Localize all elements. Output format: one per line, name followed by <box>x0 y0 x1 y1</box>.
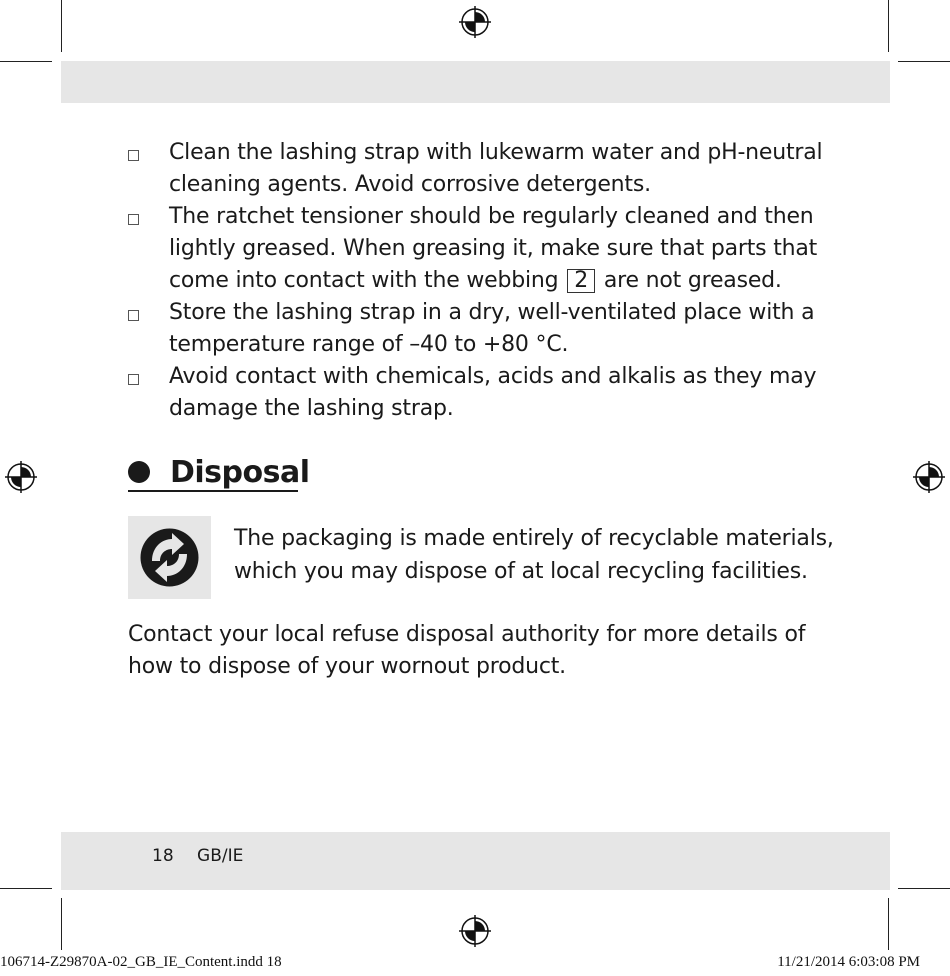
crop-mark <box>61 898 62 950</box>
crop-mark <box>0 888 52 889</box>
crop-mark <box>888 898 889 950</box>
bullet-square-icon <box>128 214 139 225</box>
crop-mark <box>61 0 62 52</box>
locale-label: GB/IE <box>197 846 244 866</box>
slug-timestamp: 11/21/2014 6:03:08 PM <box>777 954 920 970</box>
contact-text: Contact your local refuse disposal authority for more details of how to dispose of your wornout product. <box>128 622 806 679</box>
part-reference-badge: 2 <box>567 269 595 293</box>
page-title: Disposal <box>170 454 310 490</box>
crop-mark <box>898 61 950 62</box>
recycle-icon-box <box>128 516 211 599</box>
heading-underline <box>128 490 298 492</box>
maintenance-list <box>128 137 848 425</box>
heading-bullet-icon <box>128 461 150 483</box>
list-item <box>128 201 848 297</box>
registration-mark-icon <box>459 915 491 947</box>
list-item <box>128 361 848 425</box>
crop-mark <box>0 61 52 62</box>
slug-filename: 106714-Z29870A-02_GB_IE_Content.indd 18 <box>0 954 282 970</box>
page-footer <box>152 846 243 866</box>
list-item-text: Avoid contact with chemicals, acids and alkalis as they may damage the lashing strap. <box>169 364 817 421</box>
list-item-text: Store the lashing strap in a dry, well-ventilated place with a temperature range of –40 to +80 °C. <box>169 300 815 357</box>
header-band <box>61 61 890 103</box>
registration-mark-icon <box>913 461 945 493</box>
list-item <box>128 137 848 201</box>
list-item-text: The ratchet tensioner should be regularly cleaned and then lightly greased. When greasing it, make sure that parts that come into contact with the webbing <box>169 204 818 293</box>
registration-mark-icon <box>5 461 37 493</box>
list-item-text: are not greased. <box>603 268 782 293</box>
bullet-square-icon <box>128 374 139 385</box>
registration-mark-icon <box>459 6 491 38</box>
page-number: 18 <box>152 846 174 866</box>
section-heading <box>128 452 310 492</box>
recycle-text: The packaging is made entirely of recyclable materials, which you may dispose of at local recycling facilities. <box>234 526 834 584</box>
green-dot-recycling-icon <box>139 527 200 588</box>
bullet-square-icon <box>128 150 139 161</box>
list-item <box>128 297 848 361</box>
crop-mark <box>888 0 889 52</box>
bullet-square-icon <box>128 310 139 321</box>
crop-mark <box>898 888 950 889</box>
list-item-text: Clean the lashing strap with lukewarm water and pH-neutral cleaning agents. Avoid corrosive detergents. <box>169 140 823 197</box>
